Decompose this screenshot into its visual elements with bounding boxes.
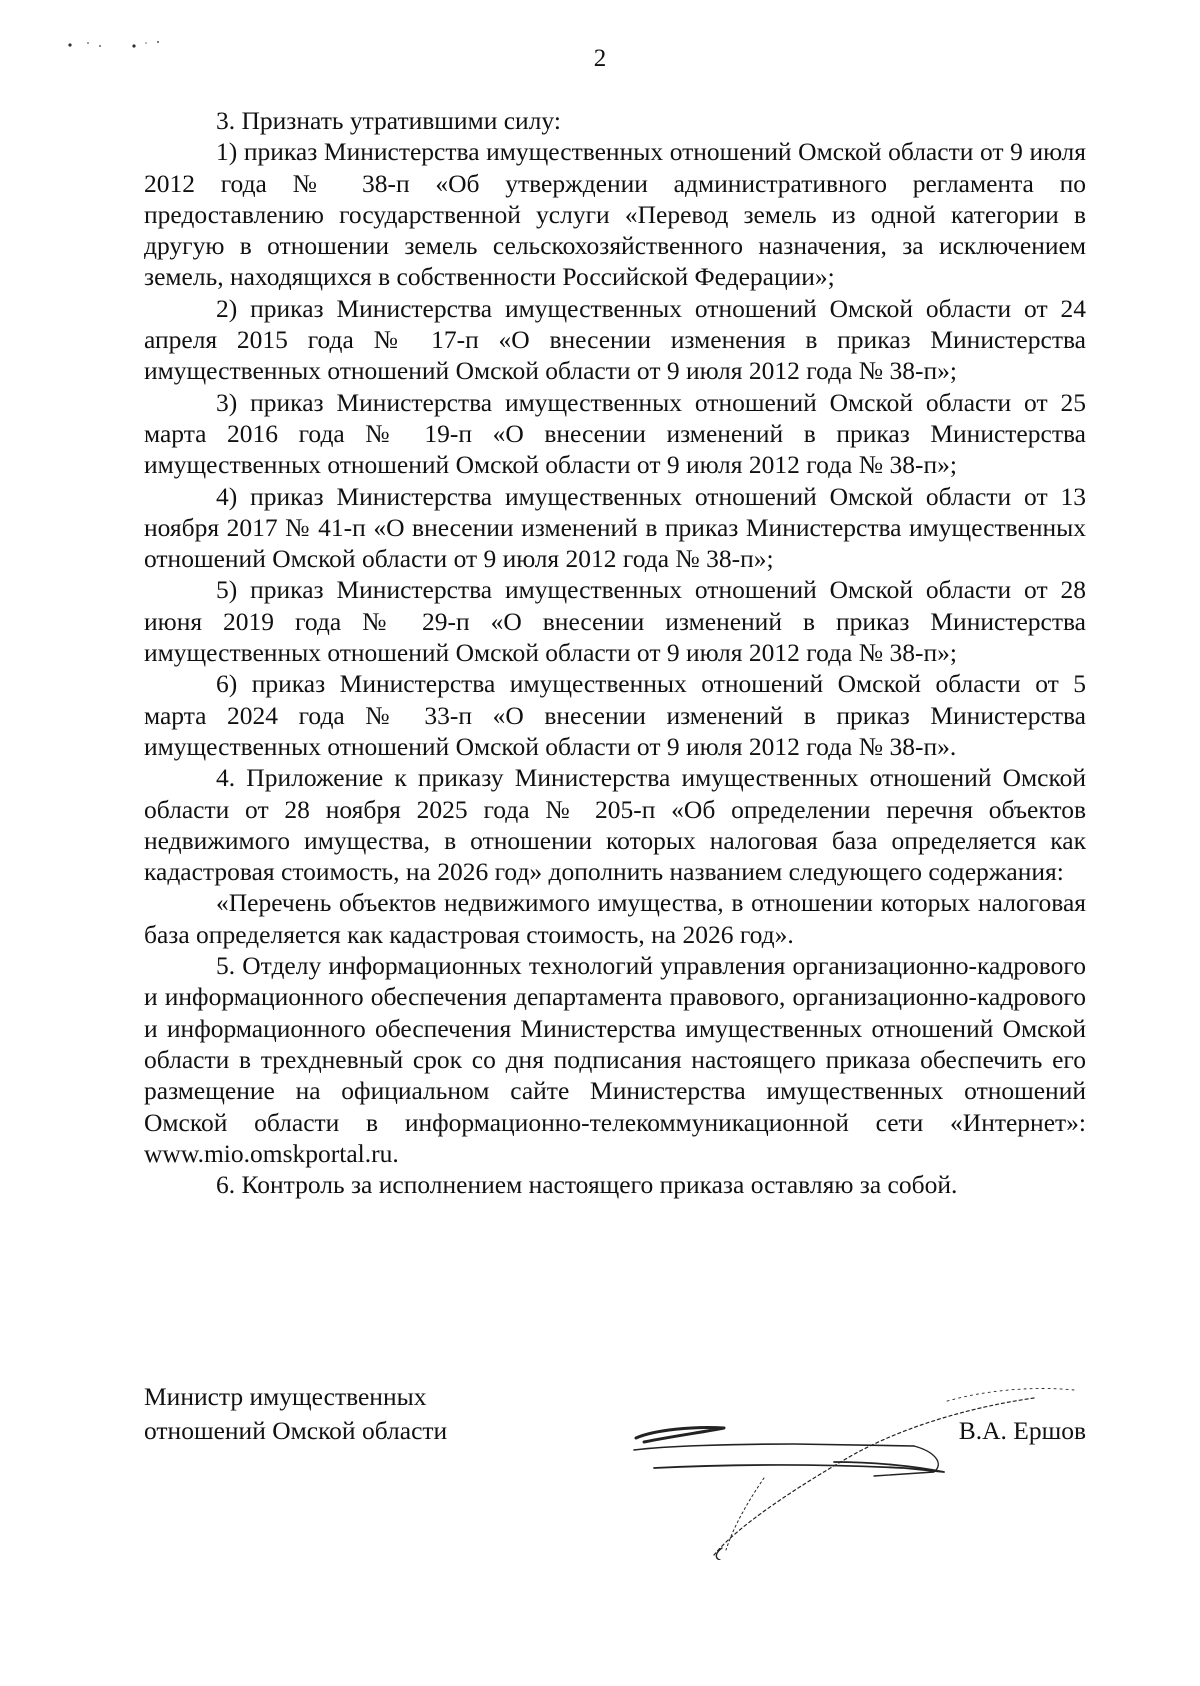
paragraph-item-6: 6. Контроль за исполнением настоящего приказа оставляю за собой. [216, 1170, 958, 1200]
paragraph-item-4: 4. Приложение к приказу Министерства имущественных отношений Омской области от 28 ноября 2025 года № 205-п «Об определении перечня объектов недвижимого имущества, в отношении которых налоговая база определяется как кадастровая стоимость, на 2026 год» дополнить названием следующего содержания: [144, 763, 1086, 887]
paragraph-subitem-3: 3) приказ Министерства имущественных отношений Омской области от 25 марта 2016 года № 19-п «О внесении изменений в приказ Министерства имущественных отношений Омской области от 9 июля 2012 года № 38-п»; [144, 387, 1086, 480]
paragraph-item-5: 5. Отделу информационных технологий управления организационно-кадрового и информационного обеспечения департамента правового, организационно-кадрового и информационного обеспечения Министерства имущественных отношений Омской области в трехдневный срок со дня подписания настоящего приказа обеспечить его размещение на официальном сайте Министерства имущественных отношений Омской области в информационно-телекоммуникационной сети «Интернет»: www.mio.omskportal.ru. [144, 951, 1086, 1168]
signer-title-line-2: отношений Омской области [144, 1416, 448, 1445]
paragraph-quoted-title: «Перечень объектов недвижимого имущества, в отношении которых налоговая база определяется как кадастровая стоимость, на 2026 год». [144, 888, 1086, 949]
page-number: 2 [593, 45, 607, 72]
paragraph-subitem-4: 4) приказ Министерства имущественных отношений Омской области от 13 ноября 2017 № 41-п «О внесении изменений в приказ Министерства имущественных отношений Омской области от 9 июля 2012 года № 38-п»; [144, 481, 1086, 574]
signer-name: В.А. Ершов [958, 1416, 1086, 1445]
signature-block [144, 1380, 1086, 1640]
paragraph-subitem-2: 2) приказ Министерства имущественных отношений Омской области от 24 апреля 2015 года № 17-п «О внесении изменения в приказ Министерства имущественных отношений Омской области от 9 июля 2012 года № 38-п»; [144, 293, 1086, 386]
handwritten-signature [614, 1360, 1084, 1560]
paragraph-subitem-5: 5) приказ Министерства имущественных отношений Омской области от 28 июня 2019 года № 29-п «О внесении изменений в приказ Министерства имущественных отношений Омской области от 9 июля 2012 года № 38-п»; [144, 575, 1086, 668]
paragraph-subitem-6: 6) приказ Министерства имущественных отношений Омской области от 5 марта 2024 года № 33-п «О внесении изменений в приказ Министерства имущественных отношений Омской области от 9 июля 2012 года № 38-п». [144, 669, 1086, 761]
signer-title [144, 1380, 447, 1448]
paragraph-subitem-1: 1) приказ Министерства имущественных отношений Омской области от 9 июля 2012 года № 38-п «Об утверждении административного регламента по предоставлению государственной услуги «Перевод земель из одной категории в другую в отношении земель сельскохозяйственного назначения, за исключением земель, находящихся в собственности Российской Федерации»; [144, 137, 1086, 292]
paragraph-item-3: 3. Признать утратившими силу: [216, 106, 561, 135]
document-body [144, 105, 1086, 1200]
signer-title-line-1: Министр имущественных [144, 1382, 427, 1411]
